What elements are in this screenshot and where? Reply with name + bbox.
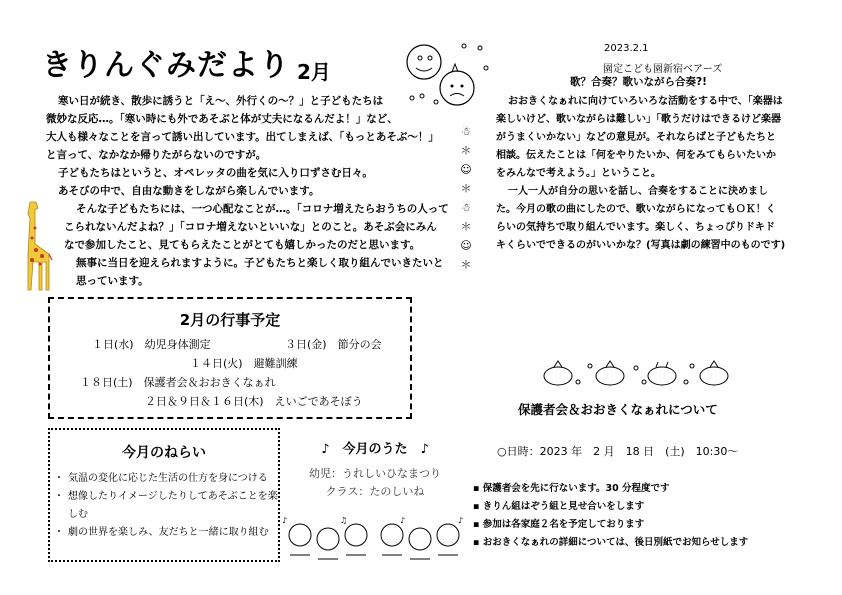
asterisk-icon: ＊ [460, 220, 472, 233]
asterisk-icon: ＊ [460, 182, 472, 195]
intro-line: 微妙な反応…。「寒い時にも外であそぶと体が丈夫になるんだよ！」など、 [46, 113, 398, 125]
child-face-icon: ☺ [460, 163, 472, 176]
asterisk-icon: ＊ [460, 144, 472, 157]
aim-item: ・ 気温の変化に応じた生活の仕方を身につける [58, 470, 278, 488]
oni-faces-decoration [540, 358, 740, 388]
intro-line: あそびの中で、自由な動きをしながら楽しんでいます。 [58, 185, 320, 197]
newsletter-title: きりんぐみだより [42, 48, 290, 83]
event-item: １４日(火) 避難訓練 [190, 357, 298, 370]
intro-line: そんな子どもたちには、一つ心配なことが…。「コロナ増えたらおうちの人って [76, 203, 449, 215]
organization-name: 園定こども園新宿ベアーズ [603, 64, 723, 75]
aim-item: ・ 劇の世界を楽しみ、友だちと一緒に取り組む [58, 524, 278, 542]
right-line: 相談。伝えたことは「何をやりたいか、何をみてもらいたいか [496, 150, 776, 161]
aims-title: 今月のねらい [122, 445, 206, 461]
right-line: キくらいでできるのがいいかな？(写真は劇の練習中のものです) [496, 240, 786, 251]
right-line: 一人一人が自分の思いを話し、合奏をすることに決めまし [508, 186, 768, 197]
meeting-notes [473, 480, 748, 552]
right-line: 楽しいけど、歌いながらは難しい」「歌うだけはできるけど楽器 [496, 114, 781, 125]
intro-text [46, 92, 456, 290]
note-item: ▪ 保護者会を先に行ないます。30 分程度です [473, 480, 748, 498]
right-column-text [496, 93, 796, 255]
right-line: おおきくなぁれに向けていろいろな活動をする中で、「楽器は [508, 96, 783, 107]
intro-line: 大人も様々なことを言って誘い出しています。出てしまえば、「もっとあそぶ～！」 [46, 131, 439, 143]
note-item: ▪ きりん組はぞう組と見せ合いをします [473, 498, 748, 516]
aims-list [58, 470, 278, 542]
right-column-title: 歌？合奏？歌いながら合奏?! [570, 76, 707, 88]
svg-text:♪: ♪ [282, 516, 288, 525]
events-box [48, 297, 412, 419]
aim-item: ・ 想像したりイメージしたりしてあそぶことを楽しむ [58, 488, 278, 524]
intro-line: 寒い日が続き、散歩に誘うと「え～、外行くの～？」と子どもたちは [58, 95, 384, 107]
intro-line: 思っています。 [76, 275, 149, 287]
event-item: １８日(土) 保護者会＆おおきくなぁれ [80, 376, 276, 389]
event-item: １日(水) 幼児身体測定 [92, 338, 211, 351]
meeting-datetime: ○日時：2023 年 2 月 18 日 (土) 10:30～ [497, 445, 739, 458]
giraffe-illustration [22, 198, 54, 293]
newsletter-month: 2月 [297, 60, 331, 84]
decoration-column [455, 122, 477, 274]
meeting-title: 保護者会＆おおきくなぁれについて [518, 402, 718, 417]
child-face-icon: ☃ [461, 125, 471, 138]
svg-text:♪: ♪ [458, 516, 464, 525]
note-item: ▪ 参加は各家庭２名を予定しております [473, 516, 748, 534]
song-title: ♪ 今月のうた ♪ [321, 442, 429, 457]
note-item: ▪ おおきくなぁれの詳細については、後日別紙でお知らせします [473, 534, 748, 552]
song-section [290, 438, 460, 501]
intro-line: 無事に当日を迎えられますように。子どもたちと楽しく取り組んでいきたいと [76, 257, 444, 269]
child-face-icon: ☺ [460, 239, 472, 252]
svg-text:♫: ♫ [340, 516, 348, 525]
asterisk-icon: ＊ [460, 258, 472, 271]
event-item: ２日＆９日＆１６日(木) えいごであそぼう [145, 395, 363, 408]
right-line: た。今月の歌の曲にしたので、歌いながらになってもＯＫ！く [496, 204, 776, 215]
intro-line: 子どもたちはというと、オペレッタの曲を気に入り口ずさむ日々。 [58, 167, 373, 179]
event-item: ３日(金) 節分の会 [285, 338, 382, 351]
events-title: 2月の行事予定 [179, 311, 281, 329]
child-face-icon: ☃ [461, 201, 471, 214]
right-line: をみんなで考えよう。」ということ。 [496, 168, 661, 179]
singing-children-illustration [280, 515, 470, 560]
right-line: らいの気持ちで取り組んでいます。楽しく、ちょっぴりドキド [496, 222, 775, 233]
aims-box [48, 428, 280, 562]
song-line: 幼児：うれしいひなまつり [309, 467, 441, 480]
intro-line: なで参加したこと、見てもらえたことがとても嬉しかったのだと思います。 [64, 239, 421, 251]
intro-line: と言って、なかなか帰りたがらないのですが。 [46, 149, 267, 161]
issue-date: 2023.2.1 [604, 43, 649, 54]
svg-text:♪: ♪ [400, 516, 406, 525]
intro-line: こられないんだよね？」「コロナ増えないといいな」とのこと。あそぶ会にみん [64, 221, 437, 233]
right-line: がうまくいかない」などの意見が。それならばと子どもたちと [496, 132, 776, 143]
song-line: クラス：たのしいね [325, 485, 425, 498]
